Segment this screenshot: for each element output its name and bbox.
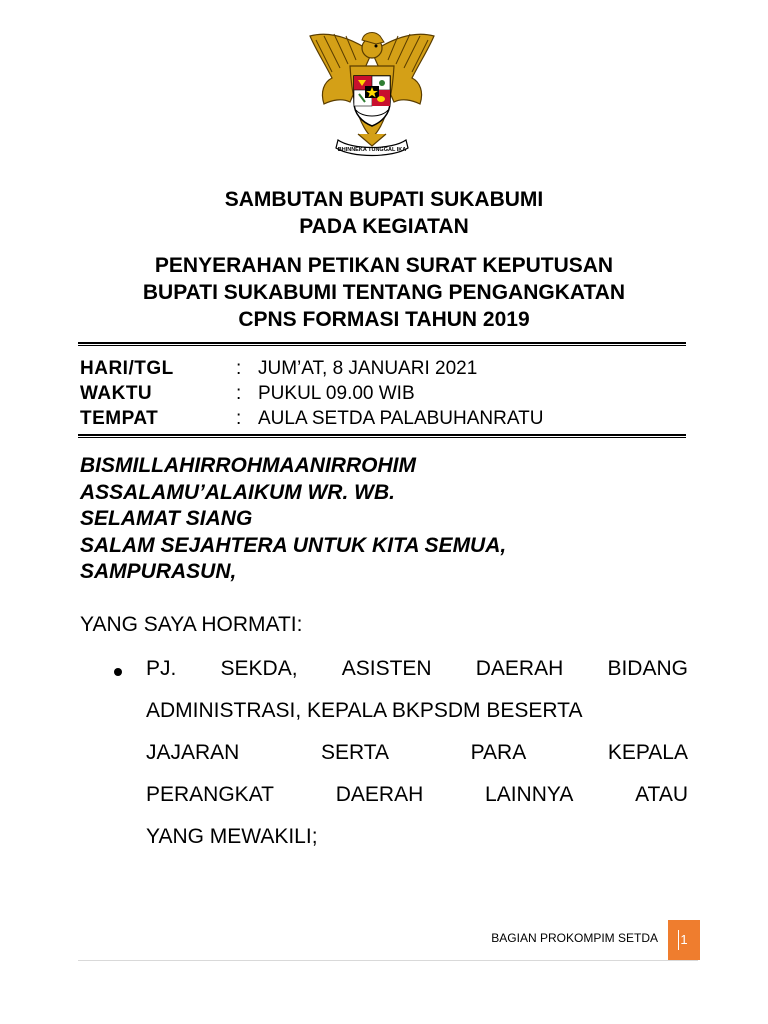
line-text: ADMINISTRASI, KEPALA BKPSDM BESERTA: [146, 699, 583, 722]
list-item-line: [146, 648, 688, 690]
info-value: JUM’AT, 8 JANUARI 2021: [258, 358, 478, 379]
info-colon: :: [236, 358, 242, 379]
info-value: PUKUL 09.00 WIB: [258, 383, 415, 404]
word: KEPALA: [607, 741, 688, 764]
word: PERANGKAT: [146, 783, 274, 806]
word: ASISTEN: [341, 657, 432, 680]
list-item-line: [146, 774, 688, 816]
info-value: AULA SETDA PALABUHANRATU: [258, 408, 544, 429]
greeting-line: SELAMAT SIANG: [80, 507, 253, 530]
footer-department: BAGIAN PROKOMPIM SETDA: [491, 931, 658, 945]
info-label: TEMPAT: [80, 408, 159, 429]
info-label: WAKTU: [80, 383, 153, 404]
info-label: HARI/TGL: [80, 358, 174, 379]
list-item-line: [146, 690, 688, 732]
garuda-emblem-graphic: [302, 22, 442, 162]
respect-heading: YANG SAYA HORMATI:: [80, 613, 303, 636]
title-line: PADA KEGIATAN: [299, 215, 469, 238]
bullet-icon: [114, 668, 122, 676]
greeting-line: SAMPURASUN,: [80, 560, 237, 583]
info-colon: :: [236, 383, 242, 404]
event-title-line: BUPATI SUKABUMI TENTANG PENGANGKATAN: [142, 281, 626, 304]
opening-greetings: [80, 453, 506, 586]
word: DAERAH: [475, 657, 564, 680]
line-text: YANG MEWAKILI;: [146, 825, 318, 848]
page-separator: [678, 930, 679, 950]
list-item: [80, 648, 688, 858]
event-title: [60, 252, 708, 333]
info-row-date: [80, 356, 680, 381]
page-number: 1: [680, 932, 688, 947]
word: ATAU: [635, 783, 688, 806]
word: JAJARAN: [146, 741, 240, 764]
word: PJ.: [146, 657, 177, 680]
info-row-place: [80, 406, 680, 431]
title-heading: [60, 186, 708, 240]
list-item-line: [146, 816, 688, 858]
info-colon: :: [236, 408, 242, 429]
word: SEKDA,: [220, 657, 298, 680]
divider-bottom: [78, 434, 686, 438]
word: DAERAH: [335, 783, 424, 806]
word: LAINNYA: [485, 783, 574, 806]
greeting-line: ASSALAMU’ALAIKUM WR. WB.: [80, 480, 395, 504]
word: PARA: [470, 741, 527, 764]
addressee-list: [80, 648, 688, 858]
event-title-line: PENYERAHAN PETIKAN SURAT KEPUTUSAN: [154, 254, 614, 277]
page-number-badge: [668, 920, 700, 960]
list-item-line: [146, 732, 688, 774]
word: BIDANG: [607, 657, 688, 680]
word: SERTA: [320, 741, 390, 764]
greeting-line: BISMILLAHIRROHMAANIRROHIM: [80, 454, 416, 477]
title-line: SAMBUTAN BUPATI SUKABUMI: [224, 188, 544, 211]
garuda-pancasila-icon: [302, 22, 442, 162]
event-title-line: CPNS FORMASI TAHUN 2019: [238, 308, 530, 331]
greeting-line: SALAM SEJAHTERA UNTUK KITA SEMUA,: [80, 533, 507, 557]
svg-text:BHINNEKA TUNGGAL IKA: BHINNEKA TUNGGAL IKA: [337, 147, 407, 153]
event-info-table: [80, 356, 680, 431]
info-row-time: [80, 381, 680, 406]
footer-divider: [78, 960, 698, 961]
divider-top: [78, 342, 686, 346]
